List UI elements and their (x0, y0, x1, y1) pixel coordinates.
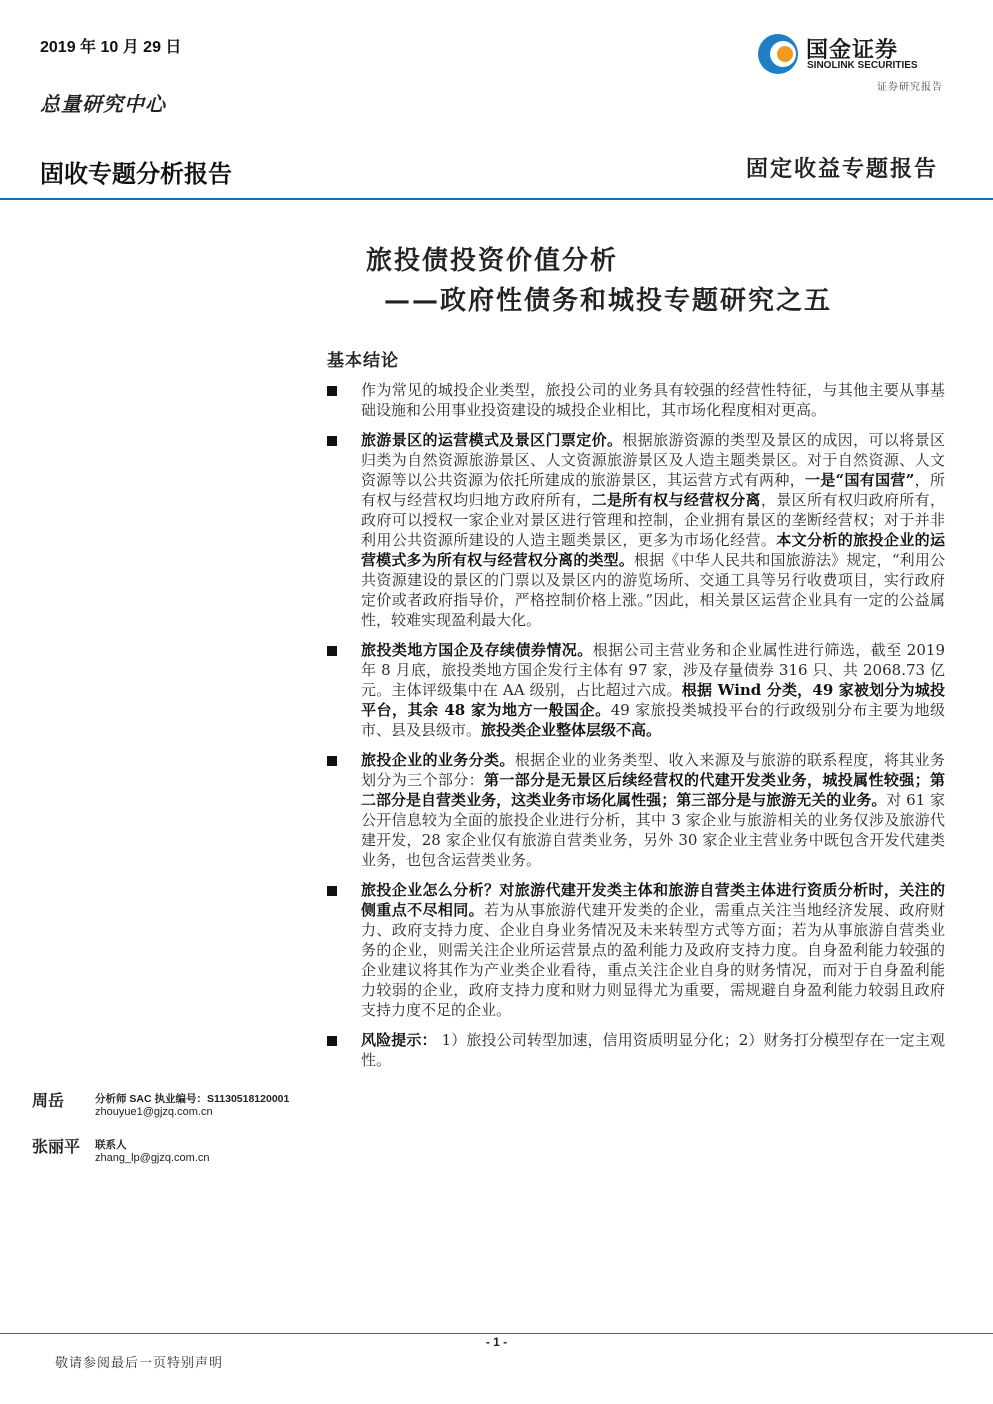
bullet-square-icon (327, 646, 337, 656)
author-role: 联系人 (95, 1139, 127, 1151)
summary-bullet (327, 1030, 945, 1070)
bullet-text-bold: 风险提示： (361, 1031, 437, 1049)
bullet-text-bold: 根据 Wind 分类，49 家被划分为城投平台，其余 48 家为地方一般国企。 (361, 681, 945, 719)
summary-bullet (327, 430, 945, 630)
bullet-text-bold: 旅投类地方国企及存续债券情况。 (361, 641, 593, 659)
logo-name-cn: 国金证券 (806, 37, 899, 62)
summary-bullet (327, 640, 945, 740)
bullet-text: 根据公司主营业务和企业属性进行筛选，截至 2019 年 8 月底，旅投类地方国企发行主体有 97 家，涉及存量债券 316 只、共 2068.73 亿元。主体评级集中在 AA 级别，占比超过六成。 (361, 641, 945, 699)
disclaimer: 敬请参阅最后一页特别声明 (55, 1356, 224, 1371)
department: 总量研究中心 (40, 92, 166, 116)
author-email[interactable]: zhang_lp@gjzq.com.cn (95, 1152, 210, 1164)
bullet-text: 1）旅投公司转型加速，信用资质明显分化；2）财务打分模型存在一定主观性。 (361, 1031, 945, 1069)
author-name: 周岳 (32, 1091, 65, 1110)
summary-bullet-list (327, 380, 945, 1080)
author-name: 张丽平 (32, 1137, 81, 1156)
footer-divider (0, 1333, 993, 1334)
bullet-text: ，景区所有权归政府所有，政府可以授权一家企业对景区进行管理和控制，企业拥有景区的垄断经营权；对于并非利用公共资源所建设的人造主题类景区，更多为市场化经营。 (361, 491, 945, 549)
summary-bullet (327, 380, 945, 420)
bullet-text-bold: 旅投企业怎么分析？对旅游代建开发类主体和旅游自营类主体进行资质分析时，关注的侧重点不尽相同。 (361, 881, 945, 919)
bullet-text: 对 61 家公开信息较为全面的旅投企业进行分析，其中 3 家企业与旅游相关的业务仅涉及旅游代建开发，28 家企业仅有旅游自营类业务，另外 30 家企业主营业务中既包含开发代建类业务，也包含运营类业务。 (361, 791, 945, 869)
report-date: 2019 年 10 月 29 日 (40, 39, 182, 56)
bullet-text: 作为常见的城投企业类型，旅投公司的业务具有较强的经营性特征，与其他主要从事基础设施和公用事业投资建设的城投企业相比，其市场化程度相对更高。 (361, 381, 945, 419)
sinolink-logo-icon (756, 32, 800, 76)
author-email[interactable]: zhouyue1@gjzq.com.cn (95, 1106, 213, 1118)
bullet-text-bold: 第一部分是无景区后续经营权的代建开发类业务，城投属性较强；第二部分是自营类业务，这类业务市场化属性强；第三部分是与旅游无关的业务。 (361, 771, 945, 809)
header-divider (0, 198, 993, 200)
bullet-text-bold: 旅投企业的业务分类。 (361, 751, 515, 769)
bullet-text: 49 家旅投类城投平台的行政级别分布主要为地级市、县及县级市。 (361, 701, 945, 739)
bullet-square-icon (327, 1036, 337, 1046)
bullet-square-icon (327, 436, 337, 446)
logo-name-en: SINOLINK SECURITIES (807, 60, 918, 71)
bullet-text-bold: 二是所有权与经营权分离 (591, 491, 761, 509)
report-type: 固定收益专题报告 (745, 156, 938, 182)
bullet-text: 根据《中华人民共和国旅游法》规定，“利用公共资源建设的景区的门票以及景区内的游览场所、交通工具等另行收费项目，实行政府定价或者政府指导价，严格控制价格上涨。”因此，相关景区运营企业具有一定的公益属性，较难实现盈利最大化。 (361, 551, 945, 629)
page-number: - 1 - (485, 1335, 508, 1349)
bullet-text: 根据旅游资源的类型及景区的成因，可以将景区归类为自然资源旅游景区、人文资源旅游景区及人造主题类景区。对于自然资源、人文资源等以公共资源为依托所建成的旅游景区，其运营方式有两种， (361, 431, 945, 489)
summary-heading: 基本结论 (327, 351, 399, 371)
report-category: 固收专题分析报告 (40, 161, 232, 188)
bullet-text: 根据企业的业务类型、收入来源及与旅游的联系程度，将其业务划分为三个部分： (361, 751, 945, 789)
summary-bullet (327, 750, 945, 870)
bullet-text: ，所有权与经营权均归地方政府所有， (361, 471, 945, 509)
report-subtitle: ——政府性债务和城投专题研究之五 (384, 286, 833, 316)
bullet-text-bold: 旅投类企业整体层级不高。 (481, 721, 662, 739)
bullet-text-bold: 旅游景区的运营模式及景区门票定价。 (361, 431, 623, 449)
bullet-text-bold: 本文分析的旅投企业的运营模式多为所有权与经营权分离的类型。 (361, 531, 945, 569)
report-title: 旅投债投资价值分析 (365, 246, 618, 276)
bullet-square-icon (327, 886, 337, 896)
bullet-text: 若为从事旅游代建开发类的企业，需重点关注当地经济发展、政府财力、政府支持力度、企业自身业务情况及未来转型方式等方面；若为从事旅游自营类业务的企业，则需关注企业所运营景点的盈利能力及政府支持力度。自身盈利能力较强的企业建议将其作为产业类企业看待，重点关注企业自身的财务情况，而对于自身盈利能力较弱的企业，政府支持力度和财力则显得尤为重要，需规避自身盈利能力较弱且政府支持力度不足的企业。 (361, 901, 945, 1019)
bullet-square-icon (327, 756, 337, 766)
summary-bullet (327, 880, 945, 1020)
company-logo (756, 32, 946, 76)
author-role: 分析师 SAC 执业编号：S1130518120001 (95, 1093, 290, 1105)
logo-subtitle: 证券研究报告 (877, 82, 943, 93)
bullet-text-bold: 一是“国有国营” (804, 471, 915, 489)
bullet-square-icon (327, 386, 337, 396)
